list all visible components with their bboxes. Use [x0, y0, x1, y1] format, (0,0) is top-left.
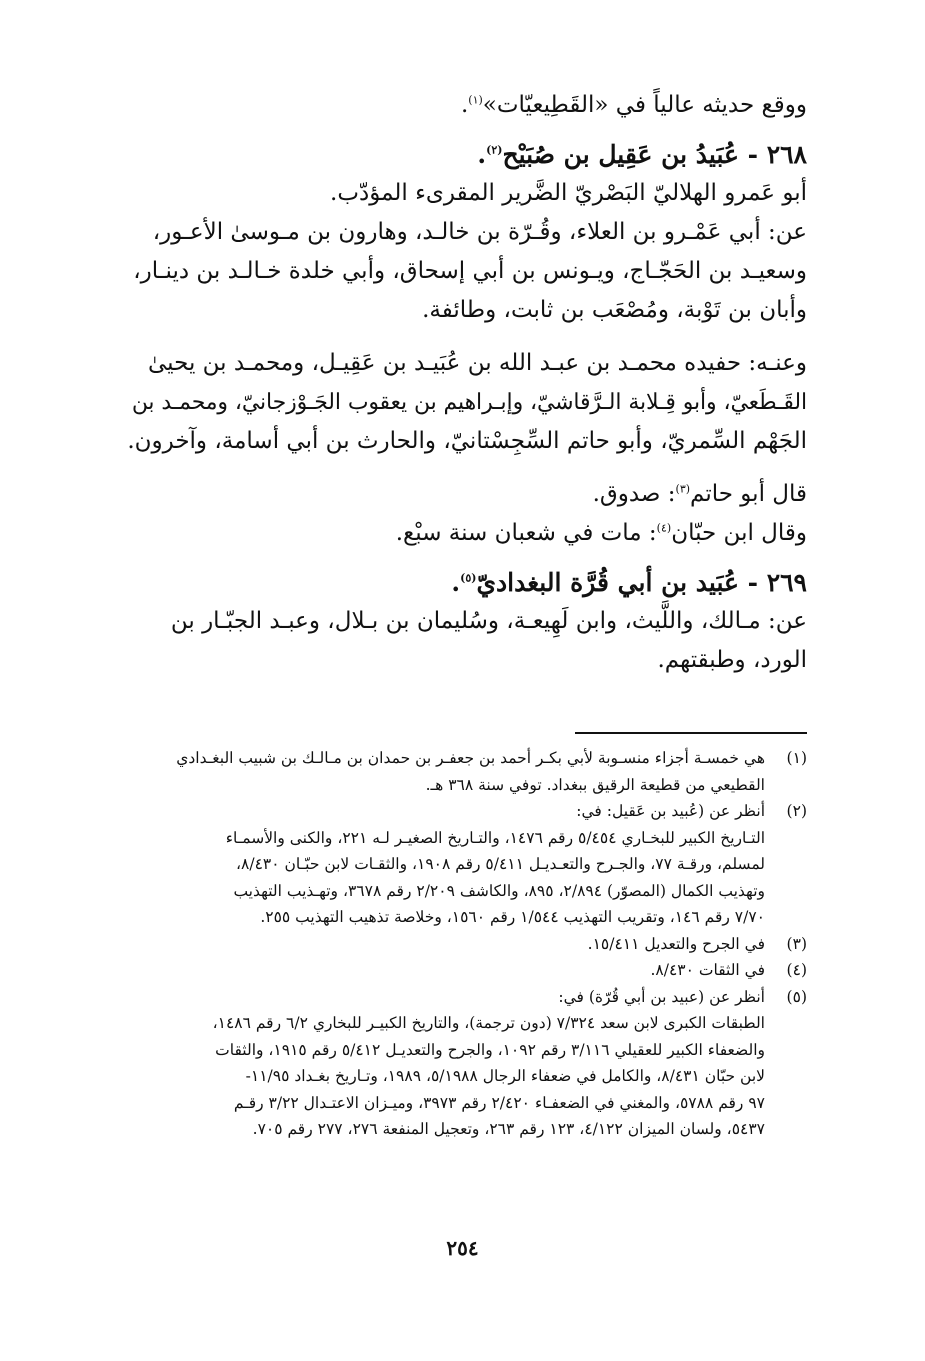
footnote-text: أنظر عن (عُبيد بن عَقيل: في:: [576, 802, 765, 820]
footnote-text: والضعفاء الكبير للعقيلي ٣/١١٦ رقم ١٠٩٢، والجرح والتعديـل ٥/٤١٢ رقم ١٩١٥، والثقات: [215, 1040, 765, 1059]
footnote-separator: [575, 732, 807, 734]
footnote-text: لمسلم، ورقـة ٧٧، والجـرح والتعـديـل ٥/٤١١ رقم ١٩٠٨، والثقـات لابن حبّـان ٨/٤٣٠،: [236, 855, 765, 873]
footnote-marker: (٥): [460, 571, 477, 585]
footnote-text: في الجرح والتعديل ١٥/٤١١.: [587, 934, 765, 953]
footnote-line: [118, 957, 807, 984]
footnote-line: [118, 931, 807, 958]
footnote-line: [118, 851, 807, 878]
footnote-number: (٣): [786, 934, 807, 953]
entry-title: ٢٦٩ - عُبَيد بن أبي قُرَّة البغداديّ: [476, 568, 807, 597]
footnote-marker: (١): [468, 93, 483, 107]
text-run: ووقع حديثه عالياً في «القَطِيعيّات»: [482, 92, 807, 118]
entry-heading-269: [118, 563, 807, 602]
text-line: [118, 86, 807, 125]
text-run: وقال ابن حبّان: [671, 520, 807, 546]
footnote-number: (١): [786, 749, 807, 767]
footnote-line: [118, 1063, 807, 1090]
footnote-text: الطبقات الكبرى لابن سعد ٧/٣٢٤ (دون ترجمة)، والتاريخ الكبيـر للبخاري ٦/٢ رقم ١٤٨٦،: [212, 1014, 765, 1032]
text-run: .: [477, 140, 487, 169]
footnote-text: وتهذيب الكمال (المصوّر) ٢/٨٩٤، ٨٩٥، والكاشف ٢/٢٠٩ رقم ٣٦٧٨، وتهـذيب التهذيب: [233, 881, 765, 900]
text-line: [118, 514, 807, 553]
footnote-line: [118, 904, 807, 931]
text-run: : صدوق.: [592, 481, 676, 507]
entry-heading-268: [118, 135, 807, 174]
footnote-text: أنظر عن (عبيد بن أبي قُرّة) في:: [558, 987, 765, 1006]
footnote-text: ٧/٧٠ رقم ١٤٦، وتقريب التهذيب ١/٥٤٤ رقم ١٥٦٠، وخلاصة تذهيب التهذيب ٢٥٥.: [260, 908, 765, 926]
footnote-text: هي خمسـة أجزاء منسـوبة لأبي بكـر أحمد بن جعفـر بن حمدان بن مـالـك بن شبيب البغـدادي: [176, 749, 765, 767]
footnote-line: [118, 798, 807, 825]
footnote-line: [118, 825, 807, 852]
footnote-number: (٤): [786, 961, 807, 979]
text-run: : مات في شعبان سنة سبْع.: [395, 520, 657, 546]
text-run: .: [460, 92, 469, 118]
footnote-line: [118, 772, 807, 799]
text-line: وأبان بن تَوْبة، ومُصْعَب بن ثابت، وطائفة.: [422, 297, 807, 323]
text-line: [118, 475, 807, 514]
footnote-marker: (٢): [486, 143, 503, 157]
text-line: القَـطَعيّ، وأبو قِـلابة الـرَّقاشيّ، وإبـراهيم بن يعقوب الجَـوْزجانيّ، ومحمـد بن: [131, 390, 807, 415]
footnotes: [118, 745, 807, 1143]
footnote-line: [118, 878, 807, 905]
footnote-line: [118, 1116, 807, 1143]
footnote-marker: (٣): [675, 482, 691, 496]
page-number: ٢٥٤: [446, 1236, 479, 1260]
main-text: [118, 86, 807, 680]
footnote-line: [118, 1037, 807, 1064]
footnote-line: [118, 984, 807, 1011]
text-run: .: [451, 568, 461, 597]
footnote-number: (٢): [786, 802, 807, 820]
footnote-text: لابن حبّان ٨/٤٣١، والكامل في ضعفاء الرجال ٥/١٩٨٨، ١٩٨٩، وتـاريخ بغـداد ١١/٩٥-: [245, 1067, 765, 1085]
footnote-text: في الثقات ٨/٤٣٠.: [650, 961, 765, 979]
text-run: قال أبو حاتم: [690, 481, 807, 507]
text-line: الجَهْم السِّمريّ، وأبو حاتم السِّجِسْتانيّ، والحارث بن أبي أسامة، وآخرون.: [127, 428, 807, 454]
entry-title: ٢٦٨ - عُبَيدُ بن عَقِيل بن صُبَيْح: [502, 140, 807, 169]
text-line: عن: مـالك، واللَّيث، وابن لَهِيعـة، وسُليمان بن بـلال، وعبـد الجبّـار بن: [170, 608, 807, 634]
footnote-line: [118, 1090, 807, 1117]
footnote-marker: (٤): [656, 521, 672, 535]
text-line: وعنـه: حفيده محمـد بن عبـد الله بن عُبَيـد بن عَقِيـل، ومحمـد بن يحيىٰ: [147, 350, 807, 376]
footnote-text: ٩٧ رقم ٥٧٨٨، والمغني في الضعفـاء ٢/٤٢٠ رقم ٣٩٧٣، وميـزان الاعتـدال ٣/٢٢ رقـم: [233, 1093, 765, 1112]
footnote-line: [118, 745, 807, 772]
text-line: أبو عَمرو الهلاليّ البَصْريّ الضَّرير المقرىء المؤدّب.: [330, 180, 807, 206]
footnote-text: القطيعي من قطيعة الرقيق ببغداد. توفي سنة ٣٦٨ هـ.: [425, 775, 765, 794]
text-line: الورد، وطبقتهم.: [657, 647, 807, 673]
footnote-line: [118, 1010, 807, 1037]
footnote-number: (٥): [786, 987, 807, 1006]
footnote-text: التـاريخ الكبير للبخـاري ٥/٤٥٤ رقم ١٤٧٦، والتـاريخ الصغيـر لـه ٢٢١، والكنى والأسمـاء: [225, 828, 765, 847]
text-line: وسعيـد بن الحَجّـاج، ويـونس بن أبي إسحاق، وأبي خلدة خـالـد بن دينـار،: [133, 258, 807, 284]
text-line: عن: أبي عَمْـرو بن العلاء، وقُـرّة بن خالـد، وهارون بن مـوسىٰ الأعـور،: [152, 219, 807, 245]
footnote-text: ٥٤٣٧، ولسان الميزان ٤/١٢٢، ١٢٣ رقم ٢٦٣، وتعجيل المنفعة ٢٧٦، ٢٧٧ رقم ٧٠٥.: [252, 1120, 765, 1138]
